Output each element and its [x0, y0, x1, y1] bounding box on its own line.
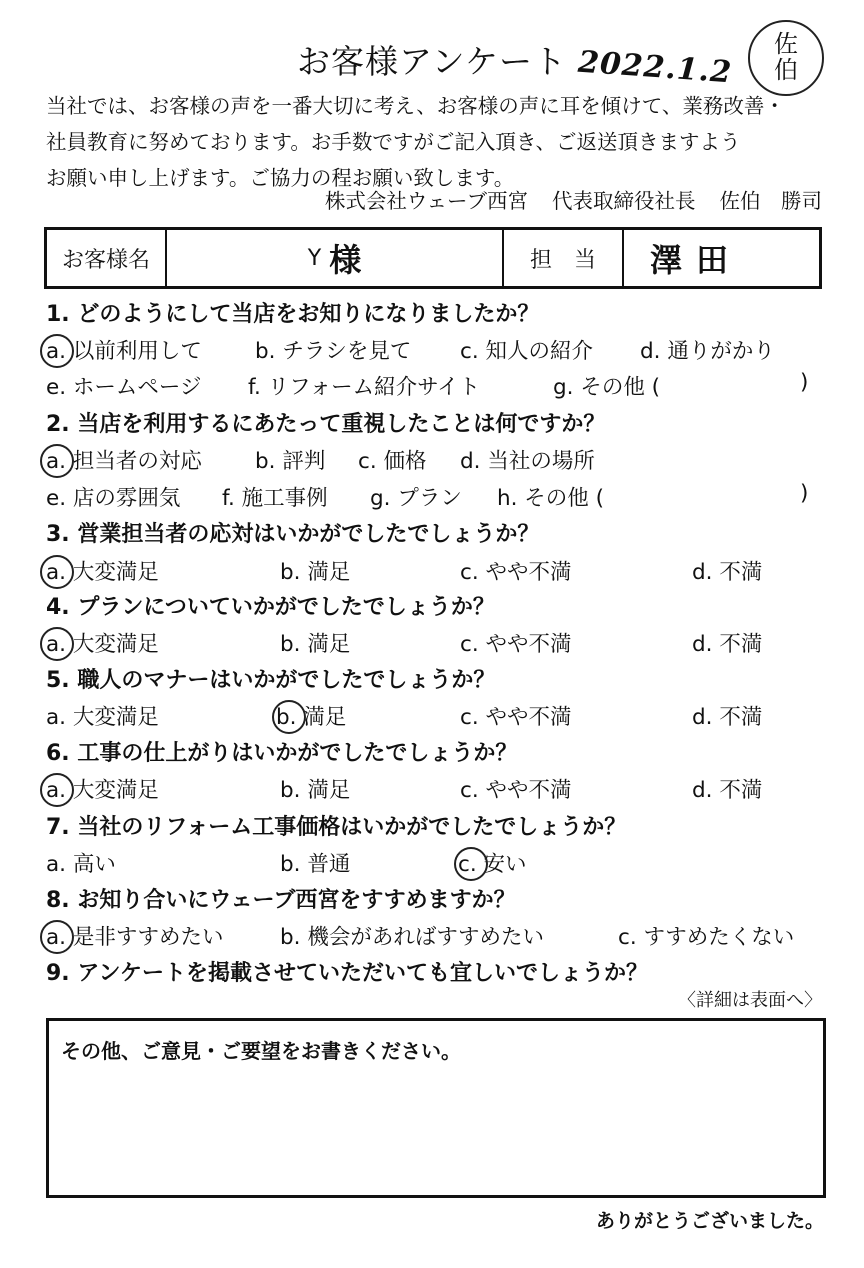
q2-option-h[interactable]: h. その他 ( [497, 486, 605, 511]
customer-honorific: 様 [329, 241, 362, 279]
question-9: 9. アンケートを掲載させていただいても宜しいでしょうか？ [46, 961, 649, 986]
q6-option-c[interactable]: c. やや不満 [460, 778, 572, 803]
q4-option-b[interactable]: b. 満足 [280, 632, 351, 657]
intro-line-3: お願い申し上げます。ご協力の程お願い致します。 [46, 166, 515, 190]
selection-circle-mark [40, 920, 74, 954]
selection-circle-mark [40, 444, 74, 478]
remarks-box[interactable] [46, 1018, 826, 1198]
q3-option-b[interactable]: b. 満足 [280, 560, 351, 585]
staff-name-field[interactable] [624, 230, 819, 286]
customer-name-label: お客様名 [47, 230, 167, 286]
question-5: 5. 職人のマナーはいかがでしたでしょうか？ [46, 668, 496, 693]
q2-option-a[interactable]: a. 担当者の対応 [46, 444, 202, 475]
question-2: 2. 当店を利用するにあたって重視したことは何ですか？ [46, 412, 606, 437]
q7-option-c[interactable]: c. 安い [458, 847, 527, 878]
q7-option-a[interactable]: a. 高い [46, 852, 116, 877]
q7-option-b[interactable]: b. 普通 [280, 852, 351, 877]
selection-circle-mark [454, 847, 488, 881]
q2-option-d[interactable]: d. 当社の場所 [460, 449, 595, 474]
q4-option-d[interactable]: d. 不満 [692, 632, 763, 657]
selection-circle-mark [40, 334, 74, 368]
company-signature [301, 184, 822, 214]
q3-option-a[interactable]: a. 大変満足 [46, 555, 159, 586]
q8-option-a[interactable]: a. 是非すすめたい [46, 920, 224, 951]
q2-option-b[interactable]: b. 評判 [255, 449, 326, 474]
survey-title: お客様アンケート [296, 42, 568, 81]
handwritten-date: 2022.1.2 [576, 44, 734, 91]
q1-option-e[interactable]: e. ホームページ [46, 375, 202, 400]
staff-label-cell [504, 230, 624, 286]
q5-option-b[interactable]: b. 満足 [276, 700, 346, 731]
q1-option-b[interactable]: b. チラシを見て [255, 339, 412, 364]
question-3: 3. 営業担当者の応対はいかがでしたでしょうか？ [46, 522, 540, 547]
customer-info-table [44, 227, 822, 289]
q9-note: 〈詳細は表面へ〉 [678, 990, 822, 1011]
q1-option-a[interactable]: a. 以前利用して [46, 334, 202, 365]
selection-circle-mark [40, 627, 74, 661]
q6-option-d[interactable]: d. 不満 [692, 778, 763, 803]
q1-option-d[interactable]: d. 通りがかり [640, 339, 775, 364]
intro-text [46, 88, 836, 196]
staff-name: 澤田 [650, 241, 743, 279]
question-1: 1. どのようにして当店をお知りになりましたか？ [46, 302, 540, 327]
question-8: 8. お知り合いにウェーブ西宮をすすめますか？ [46, 888, 516, 913]
q2-option-e[interactable]: e. 店の雰囲気 [46, 486, 181, 511]
selection-circle-mark [40, 555, 74, 589]
q2-option-f[interactable]: f. 施工事例 [222, 486, 328, 511]
q2-option-g[interactable]: g. プラン [370, 486, 462, 511]
staff-label: 担当 [529, 247, 618, 273]
q8-option-b[interactable]: b. 機会があればすすめたい [280, 925, 545, 950]
question-7: 7. 当社のリフォーム工事価格はいかがでしたでしょうか？ [46, 815, 627, 840]
q2-paren-close: ) [800, 481, 809, 506]
q1-option-g[interactable]: g. その他 ( [553, 375, 661, 400]
q5-option-a[interactable]: a. 大変満足 [46, 705, 159, 730]
customer-initial: Y [307, 245, 322, 271]
q6-option-b[interactable]: b. 満足 [280, 778, 351, 803]
question-4: 4. プランについていかがでしたでしょうか？ [46, 595, 495, 620]
remarks-label: その他、ご意見・ご要望をお書きください。 [61, 1039, 461, 1063]
q4-option-a[interactable]: a. 大変満足 [46, 627, 159, 658]
company-name: 株式会社ウェーブ西宮 [324, 189, 528, 213]
seal-char-1: 佐 [774, 30, 798, 58]
question-6: 6. 工事の仕上がりはいかがでしたでしょうか？ [46, 741, 518, 766]
company-person: 佐伯 勝司 [719, 189, 822, 213]
q2-option-c[interactable]: c. 価格 [358, 449, 427, 474]
q5-option-c[interactable]: c. やや不満 [460, 705, 572, 730]
personal-seal-stamp [748, 20, 824, 96]
q1-option-c[interactable]: c. 知人の紹介 [460, 339, 593, 364]
thank-you-footer: ありがとうございました。 [595, 1210, 824, 1232]
q4-option-c[interactable]: c. やや不満 [460, 632, 572, 657]
q1-paren-close: ) [800, 370, 809, 395]
q8-option-c[interactable]: c. すすめたくない [618, 925, 795, 950]
q3-option-c[interactable]: c. やや不満 [460, 560, 572, 585]
customer-name-field[interactable] [167, 230, 504, 286]
q5-option-d[interactable]: d. 不満 [692, 705, 763, 730]
selection-circle-mark [272, 700, 306, 734]
selection-circle-mark [40, 773, 74, 807]
q6-option-a[interactable]: a. 大変満足 [46, 773, 159, 804]
company-position: 代表取締役社長 [552, 189, 696, 213]
seal-char-2: 伯 [774, 56, 798, 84]
q1-option-f[interactable]: f. リフォーム紹介サイト [248, 375, 481, 400]
q3-option-d[interactable]: d. 不満 [692, 560, 763, 585]
intro-line-1: 当社では、お客様の声を一番大切に考え、お客様の声に耳を傾けて、業務改善・ [46, 94, 785, 118]
intro-line-2: 社員教育に努めております。お手数ですがご記入頂き、ご返送頂きますよう [46, 130, 741, 154]
